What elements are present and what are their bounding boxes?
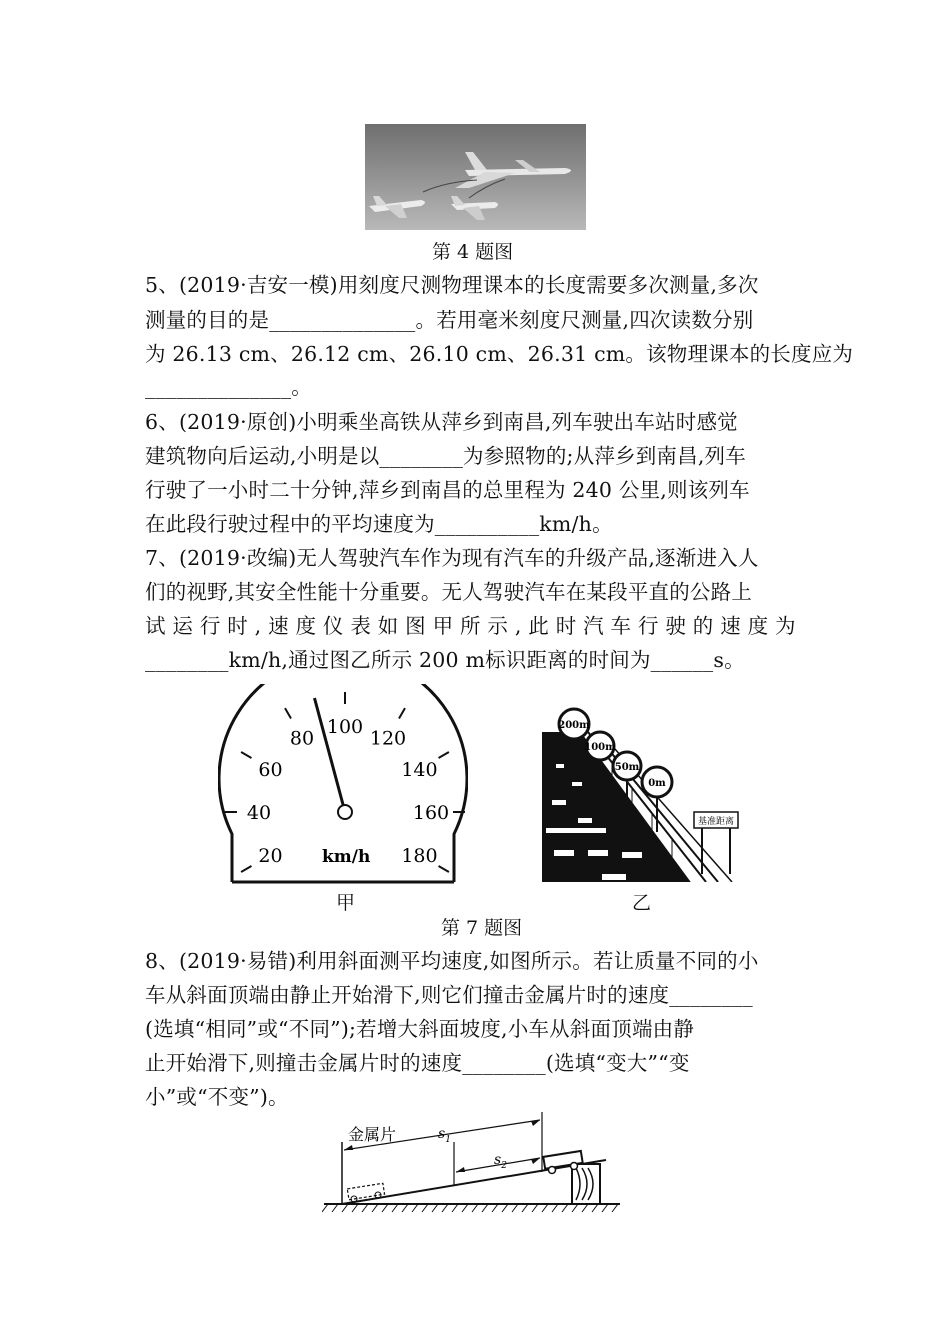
q6-line-2: 建筑物向后运动,小明是以________为参照物的;从萍乡到南昌,列车 <box>145 444 746 468</box>
refueling-photo <box>365 124 586 230</box>
speedometer-label-180: 180 <box>401 845 438 867</box>
speedometer-label-60: 60 <box>258 759 283 781</box>
figure-4-caption: 第 4 题图 <box>432 241 514 263</box>
q5-line-4: ______________。 <box>145 375 312 399</box>
speedometer-label-20: 20 <box>258 845 283 867</box>
q5-line-1: 5、(2019·吉安一模)用刻度尺测物理课本的长度需要多次测量,多次 <box>145 273 759 297</box>
speedometer-tick-120 <box>399 708 405 718</box>
svg-text:基准距离: 基准距离 <box>697 817 735 827</box>
q6-line-3: 行驶了一小时二十分钟,萍乡到南昌的总里程为 240 公里,则该列车 <box>145 478 750 502</box>
q7-line-4: ________km/h,通过图乙所示 200 m标识距离的时间为______s。 <box>145 648 745 672</box>
sign-200m <box>558 709 590 739</box>
speedometer-label-100: 100 <box>326 716 364 738</box>
road-figure <box>542 702 742 882</box>
q8-line-4: 止开始滑下,则撞击金属片时的速度________(选填“变大”“变 <box>145 1051 690 1075</box>
q7-line-2: 们的视野,其安全性能十分重要。无人驾驶汽车在某段平直的公路上 <box>145 580 753 604</box>
q6-line-1: 6、(2019·原创)小明乘坐高铁从萍乡到南昌,列车驶出车站时感觉 <box>145 410 738 434</box>
speedometer-figure <box>218 684 468 886</box>
s1-label: $s_1$ <box>438 1126 451 1145</box>
figure-yi-label: 乙 <box>632 892 652 914</box>
q8-line-3: (选填“相同”或“不同”);若增大斜面坡度,小车从斜面顶端由静 <box>145 1017 695 1041</box>
q8-line-5: 小”或“不变”)。 <box>145 1085 289 1109</box>
speedometer-tick-60 <box>241 752 251 758</box>
q6-line-4: 在此段行驶过程中的平均速度为__________km/h。 <box>145 512 613 536</box>
q5-line-2: 测量的目的是______________。若用毫米刻度尺测量,四次读数分别 <box>145 308 754 332</box>
figure-jia-label: 甲 <box>336 892 356 914</box>
q8-line-1: 8、(2019·易错)利用斜面测平均速度,如图所示。若让质量不同的小 <box>145 949 759 973</box>
figure-7-caption: 第 7 题图 <box>441 917 523 939</box>
q5-line-3: 为 26.13 cm、26.12 cm、26.10 cm、26.31 cm。该物理课本的长度应为 <box>145 342 854 366</box>
metal-plate-label: 金属片 <box>348 1125 397 1144</box>
speedometer-label-80: 80 <box>289 727 315 750</box>
speedometer-label-120: 120 <box>369 727 407 750</box>
speedometer-label-40: 40 <box>246 802 272 824</box>
speedometer-hub <box>338 805 352 819</box>
sign-50m <box>613 752 641 780</box>
sign-100m <box>584 732 616 760</box>
speedometer-tick-80 <box>285 708 291 718</box>
svg-text:100m: 100m <box>584 742 616 753</box>
wooden-block <box>572 1164 600 1204</box>
s2-label: $s_2$ <box>494 1152 507 1171</box>
svg-text:200m: 200m <box>558 720 590 731</box>
speedometer-tick-180 <box>439 866 449 872</box>
speedometer-tick-20 <box>241 866 251 872</box>
q7-line-1: 7、(2019·改编)无人驾驶汽车作为现有汽车的升级产品,逐渐进入人 <box>145 546 759 570</box>
speedometer-unit: km/h <box>322 847 371 867</box>
incline-figure <box>322 1112 622 1216</box>
q8-line-2: 车从斜面顶端由静止开始滑下,则它们撞击金属片时的速度________ <box>145 983 753 1007</box>
sign-0m <box>642 767 672 797</box>
svg-text:0m: 0m <box>648 778 666 789</box>
speedometer-label-140: 140 <box>401 759 438 781</box>
speedometer-label-160: 160 <box>412 802 450 824</box>
speedometer-tick-140 <box>439 752 449 758</box>
svg-text:50m: 50m <box>614 762 640 773</box>
q7-line-3: 试 运 行 时 , 速 度 仪 表 如 图 甲 所 示 , 此 时 汽 车 行 驶 的 速 度 为 <box>145 614 796 638</box>
